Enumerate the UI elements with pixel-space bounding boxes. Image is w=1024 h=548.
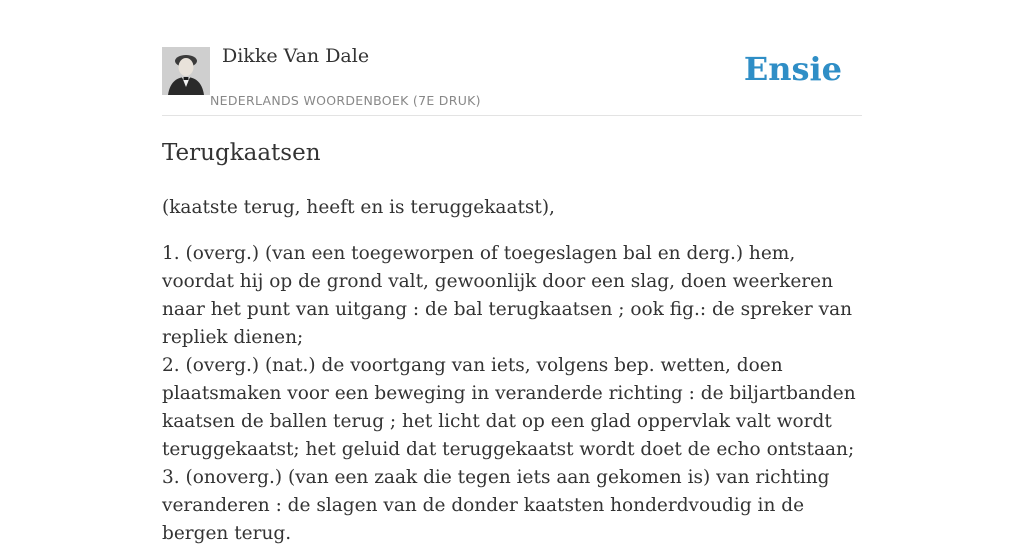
source-name[interactable]: NEDERLANDS WOORDENBOEK (7E DRUK) bbox=[210, 93, 481, 108]
definition-item: 1. (overg.) (van een toegeworpen of toegeslagen bal en derg.) hem, voordat hij op de grond valt, gewoonlijk door een slag, doen weerkeren naar het punt van uitgang : de bal terugkaatsen ; ook fig.: de spreker van repliek dienen; bbox=[162, 243, 853, 348]
portrait-avatar-icon bbox=[162, 47, 210, 95]
entry-title: Terugkaatsen bbox=[162, 140, 321, 166]
entry-definitions bbox=[162, 240, 872, 548]
entry-intro: (kaatste terug, heeft en is teruggekaatst), bbox=[162, 197, 555, 218]
entry-header bbox=[162, 0, 862, 116]
author-name[interactable]: Dikke Van Dale bbox=[222, 45, 370, 67]
definition-item: 2. (overg.) (nat.) de voortgang van iets, volgens bep. wetten, doen plaatsmaken voor een beweging in veranderde richting : de biljartbanden kaatsen de ballen terug ; het licht dat op een glad oppervlak valt wordt teruggekaatst; het geluid dat teruggekaatst wordt doet de echo ontstaan; bbox=[162, 355, 856, 460]
entry-content bbox=[162, 0, 862, 544]
author-avatar[interactable] bbox=[162, 47, 210, 95]
definition-item: 3. (onoverg.) (van een zaak die tegen iets aan gekomen is) van richting veranderen : de slagen van de donder kaatsten honderdvoudig in de bergen terug. bbox=[162, 467, 830, 544]
site-logo[interactable]: Ensie bbox=[743, 50, 842, 88]
